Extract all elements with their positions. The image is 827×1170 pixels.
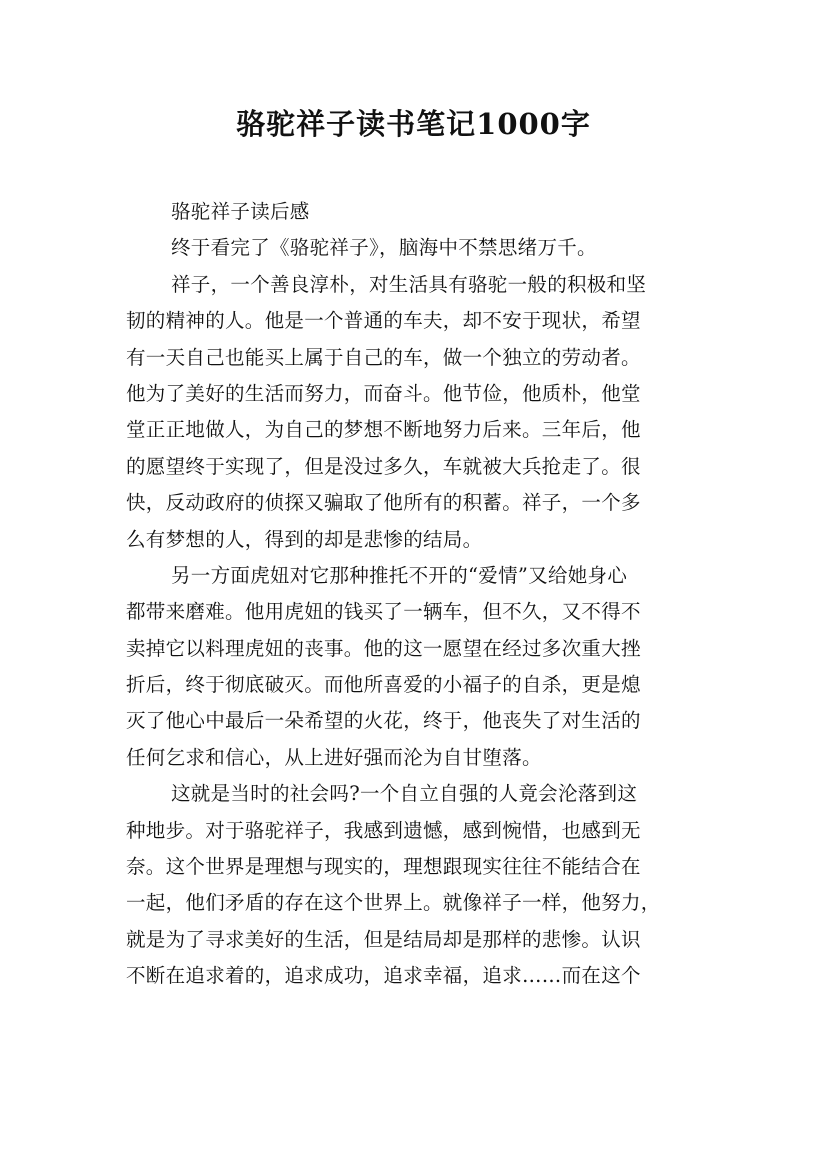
text-line: 任何乞求和信心，从上进好强而沦为自甘堕落。 [126,745,542,769]
text-line: 这就是当时的社会吗?一个自立自强的人竟会沦落到这 [171,782,638,806]
text-line: 么有梦想的人，得到的却是悲惨的结局。 [126,527,483,551]
text-line: 不断在追求着的，追求成功，追求幸福，追求……而在这个 [126,964,641,988]
text-line: 韧的精神的人。他是一个普通的车夫，却不安于现状，希望 [126,309,641,333]
text-line: 灭了他心中最后一朵希望的火花，终于，他丧失了对生活的 [126,709,641,733]
text-line: 他为了美好的生活而努力，而奋斗。他节俭，他质朴，他堂 [126,381,641,405]
text-line: 奈。这个世界是理想与现实的，理想跟现实往往不能结合在 [126,855,641,879]
text-line: 堂正正地做人，为自己的梦想不断地努力后来。三年后，他 [126,418,641,442]
text-line: 的愿望终于实现了，但是没过多久，车就被大兵抢走了。很 [126,454,641,478]
text-line: 快，反动政府的侦探又骗取了他所有的积蓄。祥子，一个多 [126,491,641,515]
text-line: 祥子，一个善良淳朴，对生活具有骆驼一般的积极和坚 [171,272,647,296]
text-line: 有一天自己也能买上属于自己的车，做一个独立的劳动者。 [126,345,641,369]
text-line: 一起，他们矛盾的存在这个世界上。就像祥子一样，他努力， [126,891,661,915]
text-line: 骆驼祥子读后感 [171,200,310,223]
text-line: 折后，终于彻底破灭。而他所喜爱的小福子的自杀，更是熄 [126,673,641,697]
text-line: 另一方面虎妞对它那种推托不开的“爱情”又给她身心 [171,563,628,587]
text-line: 卖掉它以料理虎妞的丧事。他的这一愿望在经过多次重大挫 [126,636,641,660]
text-line: 就是为了寻求美好的生活，但是结局却是那样的悲惨。认识 [126,927,641,951]
text-line: 终于看完了《骆驼祥子》，脑海中不禁思绪万千。 [171,236,597,260]
document-title: 骆驼祥子读书笔记1000字 [236,107,591,141]
text-line: 都带来磨难。他用虎妞的钱买了一辆车，但不久，又不得不 [126,600,641,624]
text-line: 种地步。对于骆驼祥子，我感到遗憾，感到惋惜，也感到无 [126,818,641,842]
document-body [126,194,706,995]
